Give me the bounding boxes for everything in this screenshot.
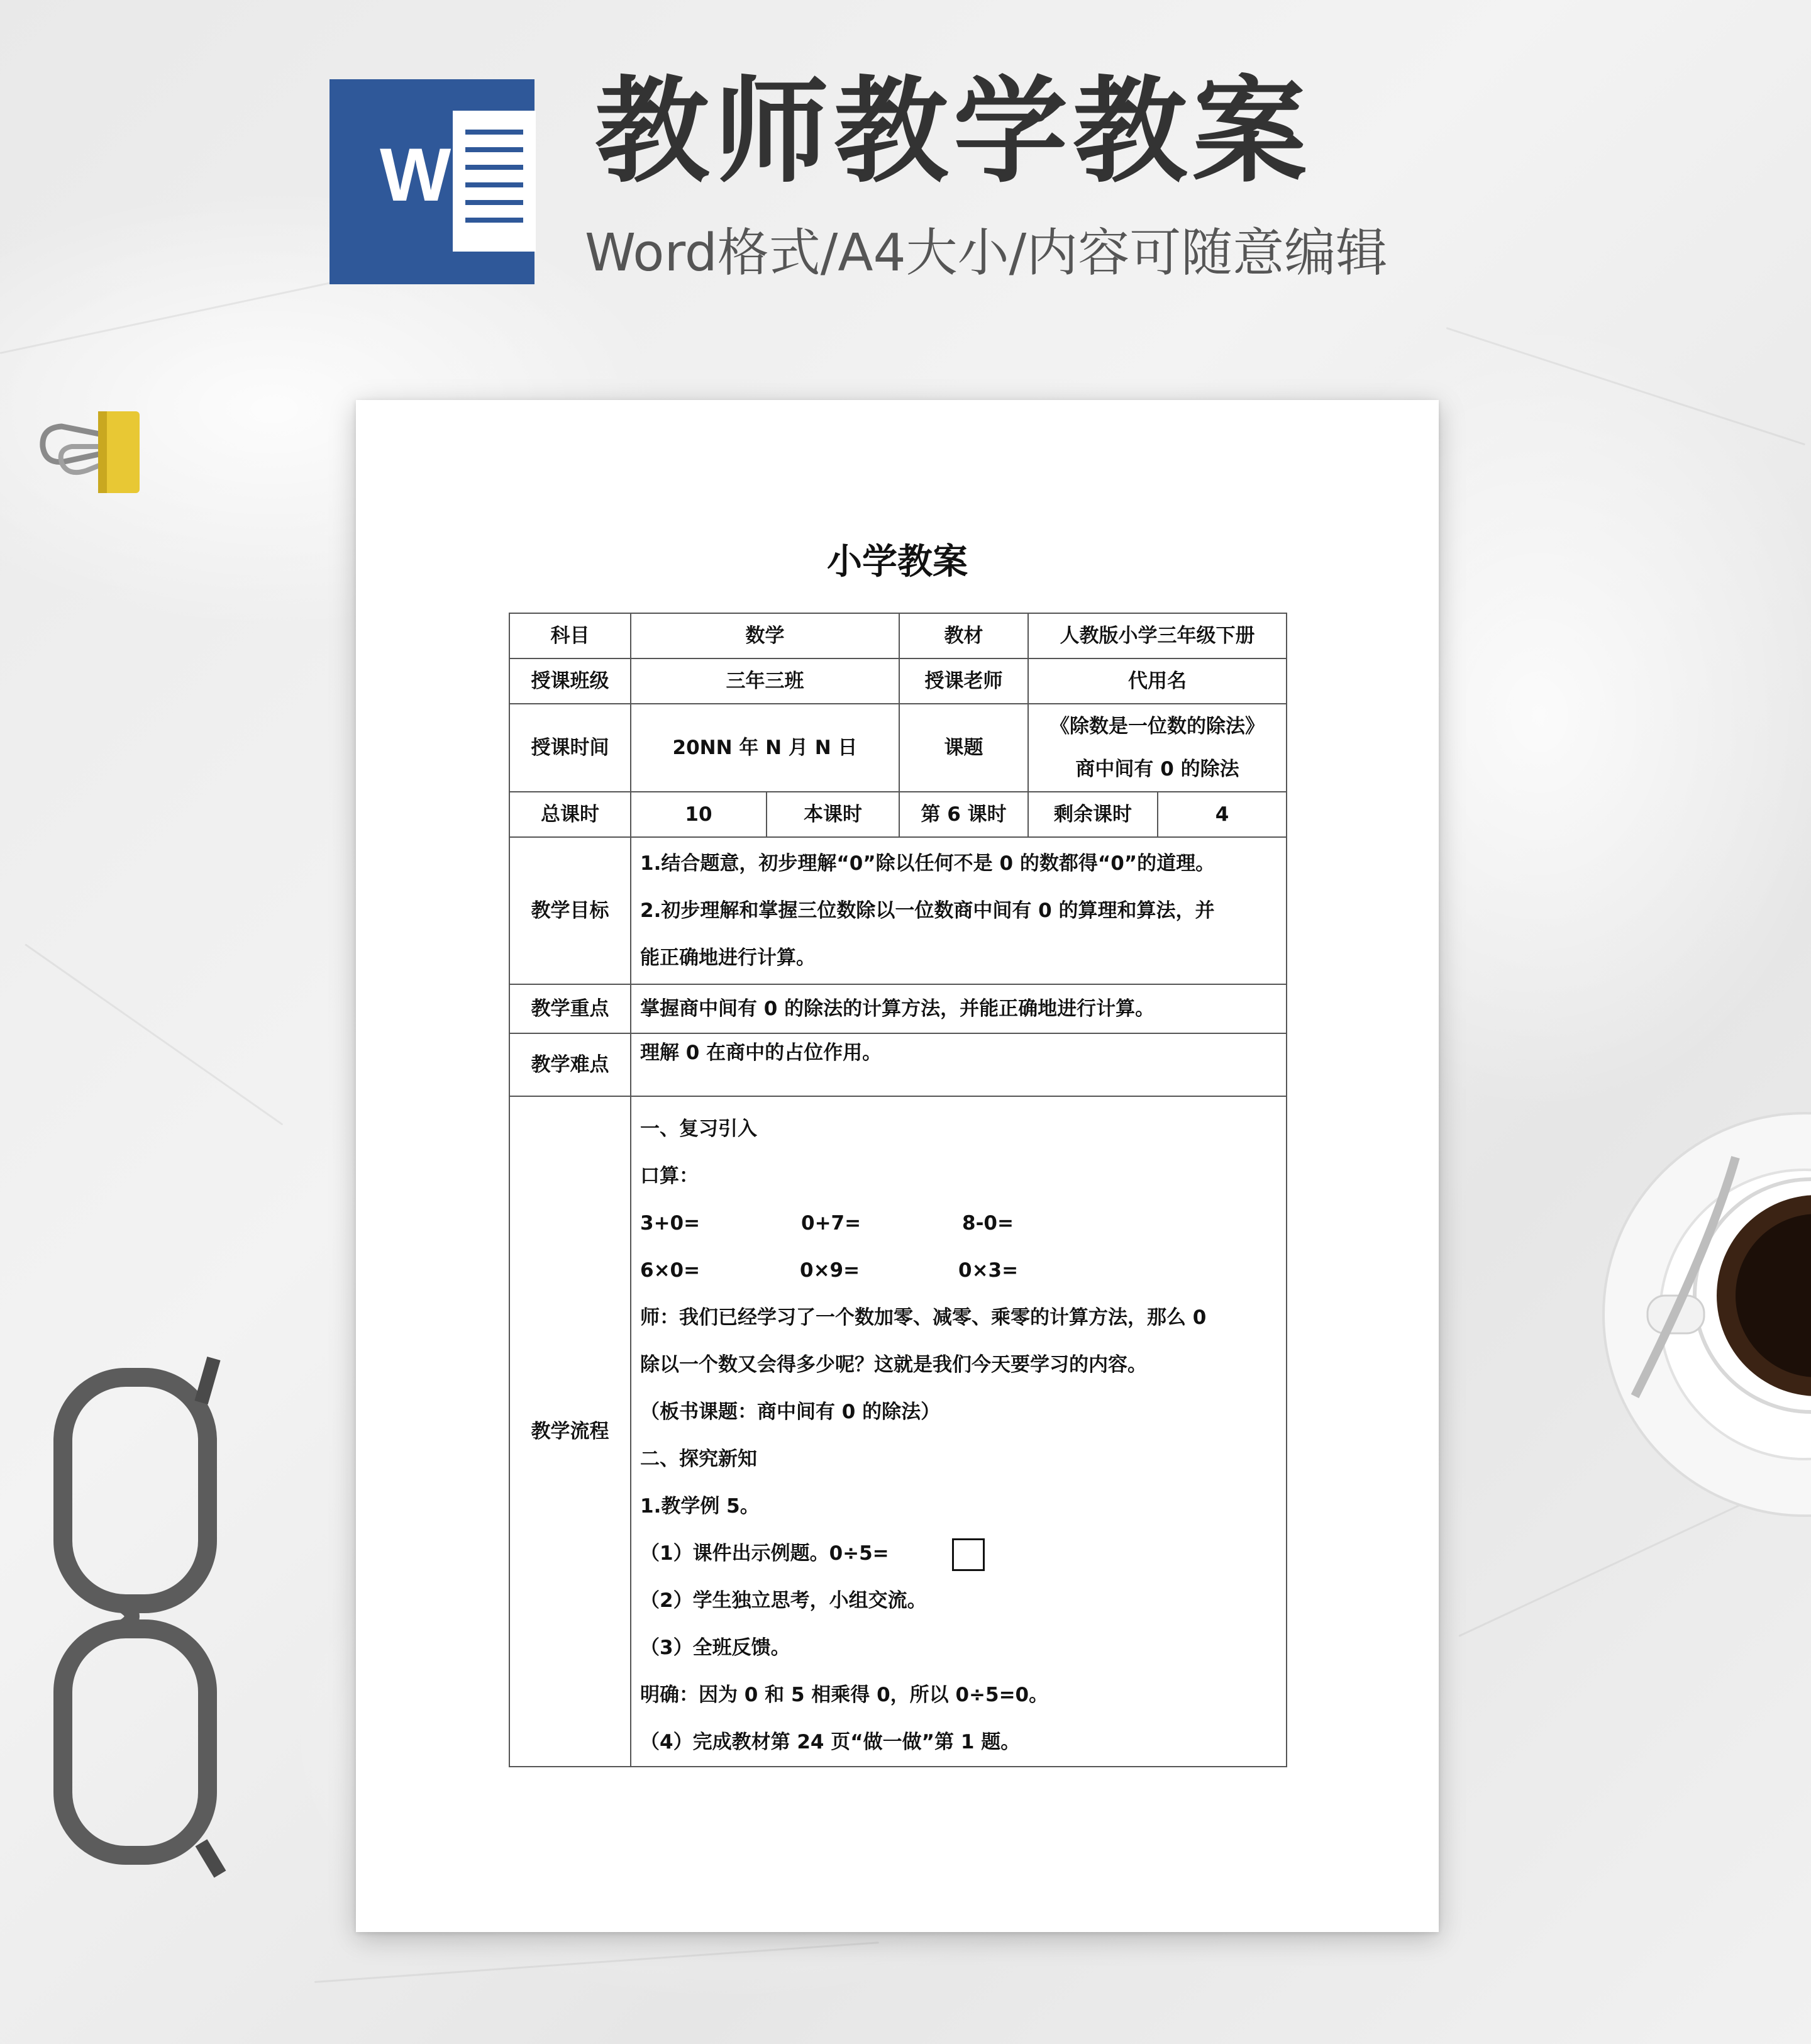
marble-vein [314, 1941, 879, 1983]
current-hour-label: 本课时 [767, 792, 899, 837]
topic-line-2: 商中间有 0 的除法 [1075, 758, 1239, 780]
total-hours-value: 10 [631, 792, 767, 837]
objectives-content [631, 837, 1287, 984]
total-hours-label: 总课时 [509, 792, 631, 837]
answer-box [952, 1538, 985, 1571]
textbook-value: 人教版小学三年级下册 [1028, 613, 1287, 658]
calc-row [640, 1247, 1277, 1294]
binder-clip-icon [36, 409, 150, 497]
calc-item: 0×3= [958, 1259, 1019, 1282]
table-row [509, 837, 1287, 984]
objectives-label: 教学目标 [509, 837, 631, 984]
table-row [509, 984, 1287, 1033]
calc-item: 0+7= [801, 1212, 861, 1235]
topic-value [1028, 704, 1287, 792]
step-line: （2）学生独立思考，小组交流。 [640, 1589, 927, 1612]
teacher-speech-line: 师：我们已经学习了一个数加零、减零、乘零的计算方法，那么 0 [640, 1306, 1207, 1329]
textbook-label: 教材 [899, 613, 1028, 658]
calc-item: 0×9= [800, 1259, 860, 1282]
subject-value: 数学 [631, 613, 899, 658]
difficulty-line: 理解 0 在商中的占位作用。 [640, 1041, 882, 1064]
section-heading: 一、复习引入 [640, 1118, 757, 1140]
key-point-label: 教学重点 [509, 984, 631, 1033]
marble-vein [1446, 327, 1806, 445]
banner-title: 教师教学教案 [595, 65, 1312, 198]
objective-line: 1.结合题意，初步理解“0”除以任何不是 0 的数都得“0”的道理。 [640, 852, 1216, 875]
oral-calc-label: 口算： [640, 1165, 699, 1187]
table-row [509, 1033, 1287, 1096]
marble-vein [25, 943, 283, 1125]
calc-item: 3+0= [640, 1212, 701, 1235]
process-label: 教学流程 [509, 1096, 631, 1767]
section-heading: 二、探究新知 [640, 1448, 757, 1470]
word-logo [330, 79, 534, 284]
step-line [640, 1530, 1277, 1577]
table-row [509, 1096, 1287, 1767]
example-heading: 1.教学例 5。 [640, 1495, 760, 1518]
current-hour-value: 第 6 课时 [899, 792, 1028, 837]
topic-line-1: 《除数是一位数的除法》 [1050, 715, 1265, 738]
word-logo-letter: W [380, 133, 451, 217]
calc-row [640, 1200, 1277, 1247]
calc-item: 8-0= [962, 1212, 1014, 1235]
class-label: 授课班级 [509, 658, 631, 704]
calc-item: 6×0= [640, 1259, 701, 1282]
table-row [509, 658, 1287, 704]
board-title: （板书课题：商中间有 0 的除法） [640, 1401, 941, 1423]
remaining-hours-value: 4 [1158, 792, 1287, 837]
time-value: 20NN 年 N 月 N 日 [631, 704, 899, 792]
document-title: 小学教案 [827, 542, 968, 582]
topic-label: 课题 [899, 704, 1028, 792]
teacher-label: 授课老师 [899, 658, 1028, 704]
difficulty-label: 教学难点 [509, 1033, 631, 1096]
clarify-line: 明确：因为 0 和 5 相乘得 0，所以 0÷5=0。 [640, 1684, 1049, 1706]
remaining-hours-label: 剩余课时 [1028, 792, 1158, 837]
table-row [509, 613, 1287, 658]
difficulty-text [631, 1033, 1287, 1096]
process-content [631, 1096, 1287, 1767]
class-value: 三年三班 [631, 658, 899, 704]
banner-subtitle: Word格式/A4大小/内容可随意编辑 [585, 223, 1388, 283]
word-page-icon [453, 111, 536, 252]
objective-line: 能正确地进行计算。 [640, 946, 816, 969]
step-line: （3）全班反馈。 [640, 1636, 790, 1659]
table-row [509, 704, 1287, 792]
teacher-speech-line: 除以一个数又会得多少呢？这就是我们今天要学习的内容。 [640, 1353, 1147, 1376]
time-label: 授课时间 [509, 704, 631, 792]
eyeglasses-icon [50, 1352, 258, 1880]
document-page [356, 400, 1439, 1932]
subject-label: 科目 [509, 613, 631, 658]
coffee-cup-icon [1597, 1107, 1811, 1522]
key-point-text: 掌握商中间有 0 的除法的计算方法，并能正确地进行计算。 [631, 984, 1287, 1033]
table-row [509, 792, 1287, 837]
objective-line: 2.初步理解和掌握三位数除以一位数商中间有 0 的算理和算法，并 [640, 899, 1215, 922]
step-text: （1）课件出示例题。0÷5= [640, 1542, 889, 1565]
lesson-plan-table [509, 613, 1287, 1767]
step-line: （4）完成教材第 24 页“做一做”第 1 题。 [640, 1731, 1021, 1753]
teacher-value: 代用名 [1028, 658, 1287, 704]
